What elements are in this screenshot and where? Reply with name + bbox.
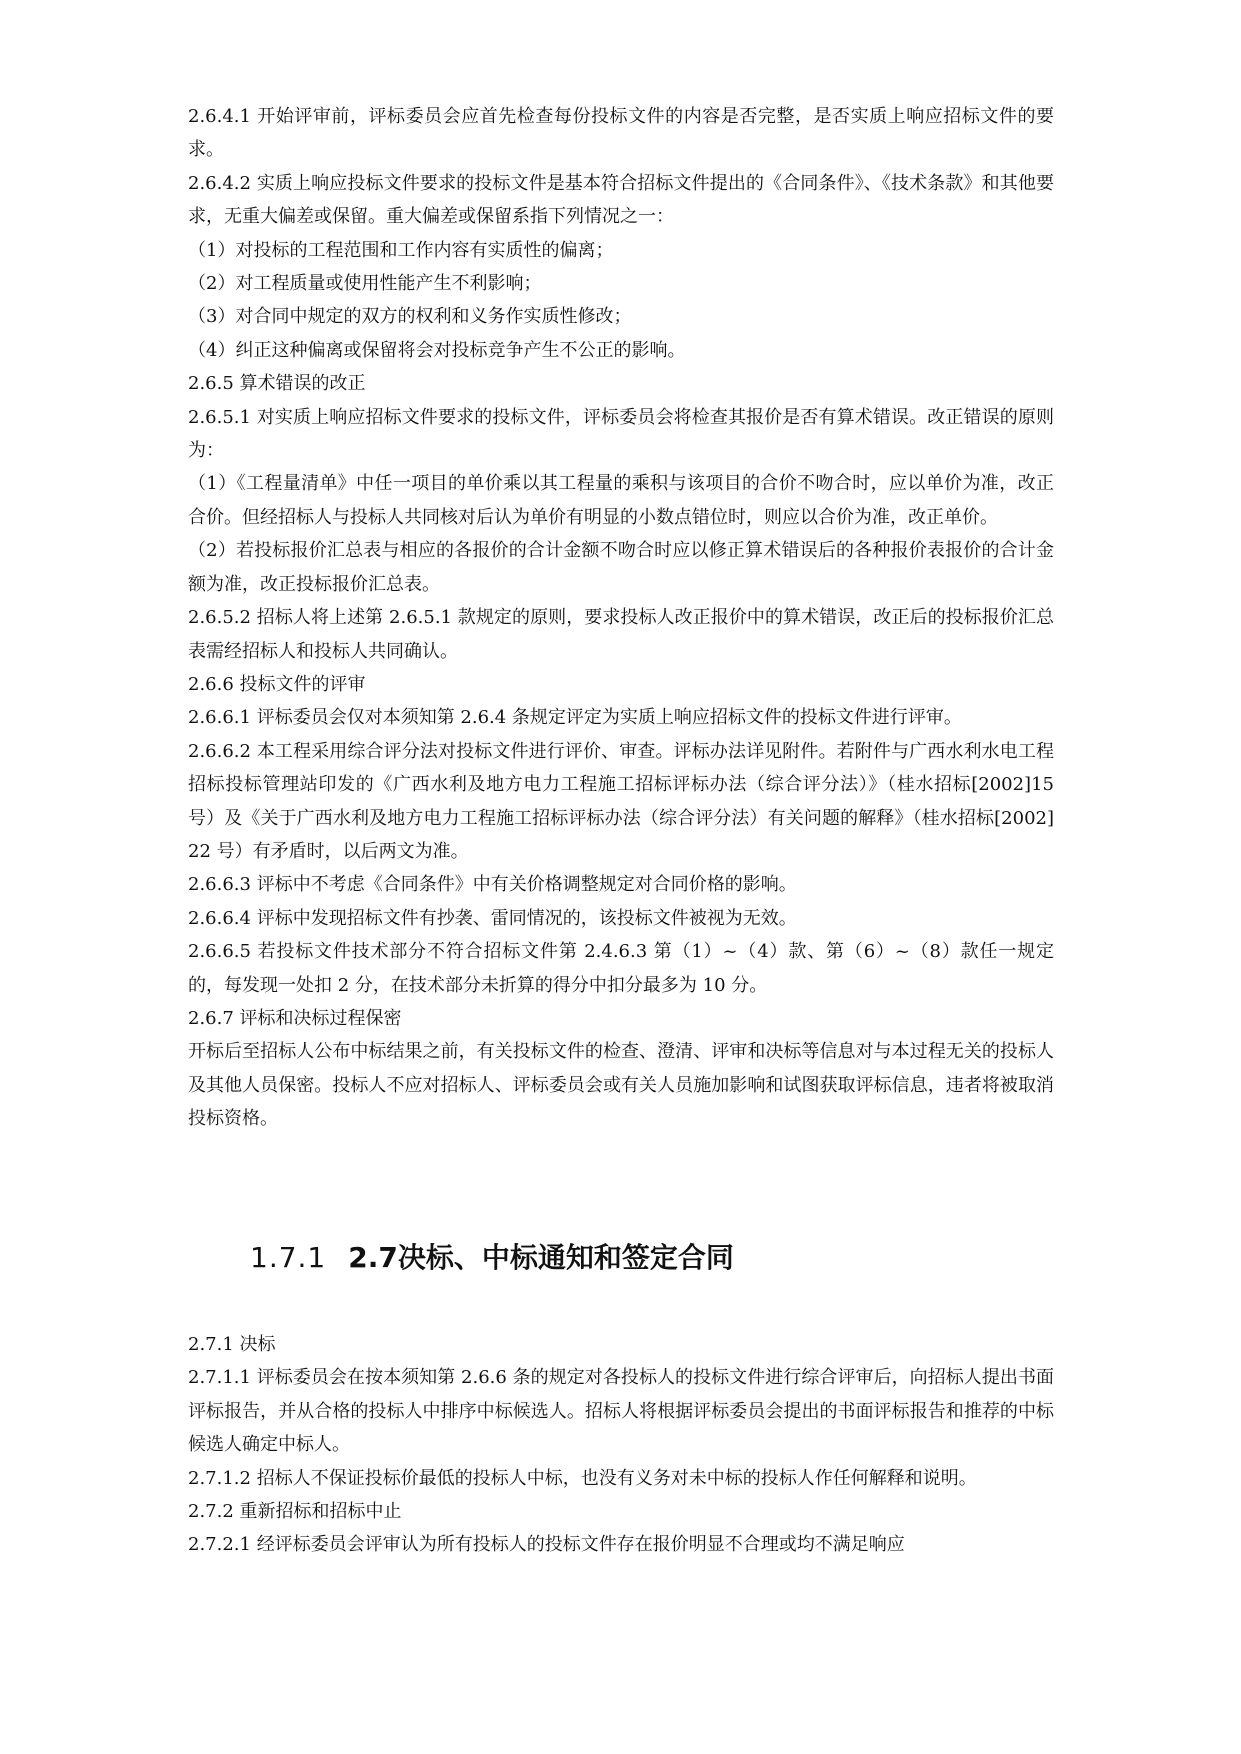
list-item-2: （2）对工程质量或使用性能产生不利影响； — [188, 273, 542, 295]
section-heading — [250, 1238, 1050, 1278]
paragraph-2-7-1-1: 2.7.1.1 评标委员会在按本须知第 2.6.6 条的规定对各投标人的投标文件进行综合评审后，向招标人提出书面评标报告，并从合格的投标人中排序中标候选人。招标人将根据评标委员会提出的书面评标报告和推荐的中标候选人确定中标人。 — [188, 1367, 1054, 1456]
paragraph-2-7-1-2: 2.7.1.2 招标人不保证投标价最低的投标人中标，也没有义务对未中标的投标人作任何解释和说明。 — [188, 1467, 977, 1489]
paragraph-2-6-5-1-item-2: （2）若投标报价汇总表与相应的各报价的合计金额不吻合时应以修正算术错误后的各种报价表报价的合计金额为准，改正投标报价汇总表。 — [188, 540, 1054, 595]
paragraph-2-6-6-3: 2.6.6.3 评标中不考虑《合同条件》中有关价格调整规定对合同价格的影响。 — [188, 874, 797, 896]
paragraph-2-7-2-1: 2.7.2.1 经评标委员会评审认为所有投标人的投标文件存在报价明显不合理或均不满足响应 — [188, 1534, 905, 1556]
section-2-6-text — [188, 100, 1054, 1136]
list-item-4: （4）纠正这种偏离或保留将会对投标竞争产生不公正的影响。 — [188, 339, 686, 361]
paragraph-2-6-5-1-item-1: （1）《工程量清单》中任一项目的单价乘以其工程量的乘积与该项目的合价不吻合时，应以单价为准，改正合价。但经招标人与投标人共同核对后认为单价有明显的小数点错位时，则应以合价为准，改正单价。 — [188, 473, 1054, 528]
subheading-2-6-6: 2.6.6 投标文件的评审 — [188, 673, 366, 695]
heading-number: 1.7.1 — [250, 1241, 327, 1274]
paragraph-2-6-6-4: 2.6.6.4 评标中发现招标文件有抄袭、雷同情况的，该投标文件被视为无效。 — [188, 907, 797, 929]
paragraph-2-6-7: 开标后至招标人公布中标结果之前，有关投标文件的检查、澄清、评审和决标等信息对与本过程无关的投标人及其他人员保密。投标人不应对招标人、评标委员会或有关人员施加影响和试图获取评标信息，违者将被取消投标资格。 — [188, 1041, 1054, 1130]
paragraph-2-6-4-1: 2.6.4.1 开始评审前，评标委员会应首先检查每份投标文件的内容是否完整，是否实质上响应招标文件的要求。 — [188, 106, 1054, 161]
paragraph-2-6-5-2: 2.6.5.2 招标人将上述第 2.6.5.1 款规定的原则，要求投标人改正报价中的算术错误，改正后的投标报价汇总表需经招标人和投标人共同确认。 — [188, 607, 1054, 662]
paragraph-2-6-6-1: 2.6.6.1 评标委员会仅对本须知第 2.6.4 条规定评定为实质上响应招标文件的投标文件进行评审。 — [188, 707, 962, 729]
paragraph-2-6-6-5: 2.6.6.5 若投标文件技术部分不符合招标文件第 2.4.6.3 第（1）~（4）款、第（6）~（8）款任一规定的，每发现一处扣 2 分，在技术部分未折算的得分中扣分最多为 10 分。 — [188, 941, 1054, 996]
paragraph-2-6-6-2: 2.6.6.2 本工程采用综合评分法对投标文件进行评价、审查。评标办法详见附件。若附件与广西水利水电工程招标投标管理站印发的《广西水利及地方电力工程施工招标评标办法（综合评分法）》（桂水招标[2002]15 号）及《关于广西水利及地方电力工程施工招标评标办法（综合评分法）有关问题的解释》（桂水招标[2002]22 号）有矛盾时，以后两文为准。 — [188, 740, 1054, 862]
heading-title: 2.7决标、中标通知和签定合同 — [348, 1241, 734, 1274]
subheading-2-7-1: 2.7.1 决标 — [188, 1334, 276, 1355]
list-item-1: （1）对投标的工程范围和工作内容有实质性的偏离； — [188, 239, 614, 261]
section-2-7-text — [188, 1328, 1054, 1562]
list-item-3: （3）对合同中规定的双方的权利和义务作实质性修改； — [188, 306, 632, 328]
paragraph-2-6-5-1: 2.6.5.1 对实质上响应招标文件要求的投标文件，评标委员会将检查其报价是否有算术错误。改正错误的原则为： — [188, 406, 1054, 462]
subheading-2-6-5: 2.6.5 算术错误的改正 — [188, 373, 366, 395]
paragraph-2-6-4-2: 2.6.4.2 实质上响应投标文件要求的投标文件是基本符合招标文件提出的《合同条件》、《技术条款》和其他要求，无重大偏差或保留。重大偏差或保留系指下列情况之一： — [188, 172, 1054, 228]
subheading-2-6-7: 2.6.7 评标和决标过程保密 — [188, 1007, 402, 1029]
subheading-2-7-2: 2.7.2 重新招标和招标中止 — [188, 1501, 402, 1523]
